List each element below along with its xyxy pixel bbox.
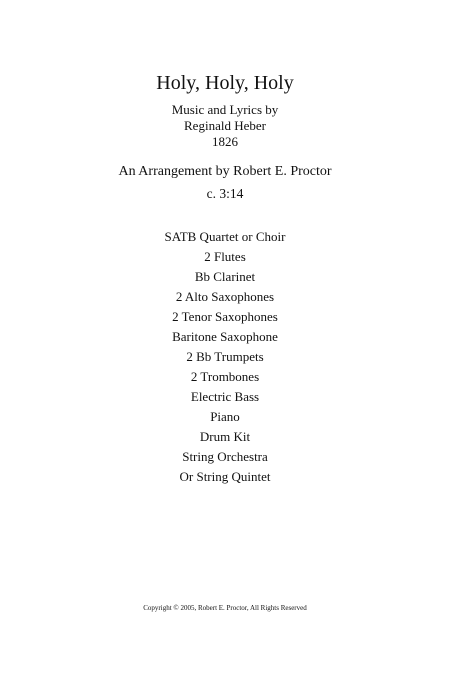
arrangement-line: An Arrangement by Robert E. Proctor xyxy=(118,164,332,179)
instrument-item: SATB Quartet or Choir xyxy=(164,229,286,244)
instrument-item: 2 Bb Trumpets xyxy=(186,349,264,364)
credit-line-year: 1826 xyxy=(212,134,238,149)
instrument-item: 2 Tenor Saxophones xyxy=(172,309,278,324)
instrument-item: Piano xyxy=(210,409,240,424)
credit-line-author: Reginald Heber xyxy=(184,118,266,133)
duration-line: c. 3:14 xyxy=(206,186,244,201)
instrument-item: Bb Clarinet xyxy=(194,269,256,284)
instrument-item: 2 Trombones xyxy=(190,369,260,384)
credit-line-music-lyrics: Music and Lyrics by xyxy=(171,102,279,117)
instrument-item: Drum Kit xyxy=(199,429,251,444)
instrument-item: Baritone Saxophone xyxy=(172,329,278,344)
instrument-item: Electric Bass xyxy=(190,389,260,404)
instrument-item: Or String Quintet xyxy=(179,469,271,484)
copyright-notice: Copyright © 2005, Robert E. Proctor, All Rights Reserved xyxy=(143,604,307,612)
instrument-item: 2 Alto Saxophones xyxy=(175,289,275,304)
page-title: Holy, Holy, Holy xyxy=(156,72,294,94)
instrument-item: String Orchestra xyxy=(182,449,268,464)
instrument-item: 2 Flutes xyxy=(204,249,246,264)
